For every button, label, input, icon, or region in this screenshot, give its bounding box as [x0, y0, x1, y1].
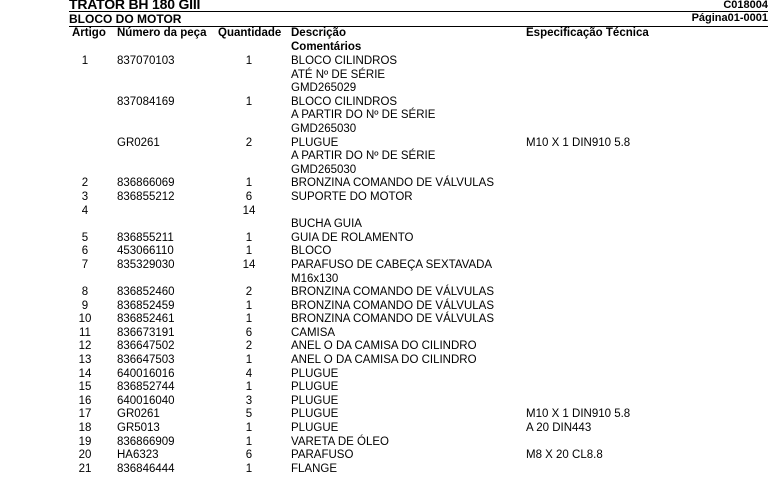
- description-cell: BRONZINA COMANDO DE VÁLVULAS: [291, 299, 494, 312]
- table-row: [0, 463, 782, 477]
- item-number-cell: 18: [78, 422, 92, 435]
- table-row: [0, 395, 782, 409]
- description-cell: SUPORTE DO MOTOR: [291, 190, 413, 203]
- description-cell: GMD265030: [291, 163, 357, 176]
- quantity-cell: 4: [245, 367, 253, 380]
- part-number-cell: 836852461: [117, 313, 175, 326]
- item-number-cell: 6: [81, 245, 89, 258]
- table-row: [0, 273, 782, 287]
- table-row: [0, 123, 782, 137]
- table-row: [0, 245, 782, 259]
- part-number-cell: 836855211: [117, 231, 174, 244]
- quantity-cell: 1: [245, 245, 253, 258]
- table-row: [0, 55, 782, 69]
- document-code: C018004: [723, 0, 768, 11]
- part-number-cell: 836673191: [117, 326, 175, 339]
- parts-table: [0, 55, 782, 476]
- item-number-cell: 16: [78, 394, 92, 407]
- quantity-cell: 6: [245, 326, 253, 339]
- quantity-cell: 1: [245, 462, 253, 475]
- technical-spec-cell: M8 X 20 CL8.8: [526, 449, 603, 462]
- description-cell: BUCHA GUIA: [291, 218, 362, 231]
- quantity-cell: 14: [242, 204, 256, 217]
- table-row: [0, 109, 782, 123]
- description-cell: CAMISA: [291, 326, 336, 339]
- item-number-cell: 15: [78, 381, 92, 394]
- part-number-cell: 836866909: [117, 435, 175, 448]
- item-number-cell: 10: [78, 313, 92, 326]
- part-number-cell: GR0261: [117, 136, 160, 149]
- part-number-cell: 836852744: [117, 381, 175, 394]
- item-number-cell: 17: [78, 408, 92, 421]
- table-row: [0, 259, 782, 273]
- part-number-cell: 453066110: [117, 245, 174, 258]
- part-number-cell: 835329030: [117, 258, 175, 271]
- column-header-description: Descrição: [291, 27, 346, 39]
- item-number-cell: 3: [81, 190, 89, 203]
- table-row: [0, 218, 782, 232]
- document-title: TRATOR BH 180 GIII: [69, 0, 201, 12]
- item-number-cell: 4: [81, 204, 89, 217]
- item-number-cell: 8: [81, 286, 89, 299]
- table-row: [0, 408, 782, 422]
- item-number-cell: 19: [78, 435, 92, 448]
- part-number-cell: 837084169: [117, 95, 175, 108]
- quantity-cell: 2: [245, 136, 253, 149]
- table-row: [0, 232, 782, 246]
- item-number-cell: 9: [81, 299, 89, 312]
- column-header-part-number: Número da peça: [117, 27, 207, 39]
- item-number-cell: 1: [81, 55, 89, 67]
- page-number: Página01-0001: [691, 12, 768, 24]
- description-cell: PLUGUE: [291, 394, 339, 407]
- part-number-cell: 640016040: [117, 394, 175, 407]
- description-cell: BLOCO CILINDROS: [291, 55, 398, 67]
- part-number-cell: 836866069: [117, 177, 175, 190]
- part-number-cell: HA6323: [117, 449, 159, 462]
- description-cell: BRONZINA COMANDO DE VÁLVULAS: [291, 177, 494, 190]
- description-cell: BLOCO: [291, 245, 332, 258]
- quantity-cell: 1: [245, 177, 253, 190]
- quantity-cell: 3: [245, 394, 253, 407]
- description-cell: ANEL O DA CAMISA DO CILINDRO: [291, 340, 477, 353]
- table-row: [0, 381, 782, 395]
- table-row: [0, 164, 782, 178]
- table-row: [0, 96, 782, 110]
- description-cell: GMD265029: [291, 82, 357, 95]
- description-cell: PARAFUSO: [291, 449, 354, 462]
- description-cell: VARETA DE ÓLEO: [291, 435, 389, 448]
- description-cell: A PARTIR DO Nº DE SÉRIE: [291, 109, 436, 122]
- description-cell: PARAFUSO DE CABEÇA SEXTAVADA: [291, 258, 493, 271]
- description-cell: PLUGUE: [291, 422, 339, 435]
- item-number-cell: 2: [81, 177, 89, 190]
- quantity-cell: 2: [245, 340, 253, 353]
- table-row: [0, 436, 782, 450]
- item-number-cell: 12: [78, 340, 92, 353]
- part-number-cell: 836852459: [117, 299, 175, 312]
- column-header-artigo: Artigo: [72, 27, 106, 39]
- table-row: [0, 82, 782, 96]
- description-cell: FLANGE: [291, 462, 338, 475]
- table-row: [0, 313, 782, 327]
- table-row: [0, 191, 782, 205]
- part-number-cell: 836647502: [117, 340, 175, 353]
- table-row: [0, 327, 782, 341]
- item-number-cell: 21: [78, 462, 92, 475]
- quantity-cell: 1: [245, 381, 253, 394]
- table-row: [0, 150, 782, 164]
- table-row: [0, 422, 782, 436]
- table-row: [0, 69, 782, 83]
- quantity-cell: 1: [245, 313, 253, 326]
- part-number-cell: 640016016: [117, 367, 175, 380]
- item-number-cell: 20: [78, 449, 92, 462]
- description-cell: PLUGUE: [291, 381, 339, 394]
- quantity-cell: 2: [245, 286, 253, 299]
- quantity-cell: 6: [245, 449, 253, 462]
- description-cell: BRONZINA COMANDO DE VÁLVULAS: [291, 313, 494, 326]
- table-row: [0, 368, 782, 382]
- table-row: [0, 177, 782, 191]
- description-cell: BRONZINA COMANDO DE VÁLVULAS: [291, 286, 494, 299]
- item-number-cell: 7: [81, 258, 89, 271]
- quantity-cell: 1: [245, 95, 253, 108]
- quantity-cell: 1: [245, 55, 253, 67]
- description-cell: GMD265030: [291, 122, 357, 135]
- quantity-cell: 1: [245, 299, 253, 312]
- quantity-cell: 1: [245, 231, 253, 244]
- description-cell: GUIA DE ROLAMENTO: [291, 231, 414, 244]
- part-number-cell: 836852460: [117, 286, 175, 299]
- item-number-cell: 5: [81, 231, 89, 244]
- quantity-cell: 1: [245, 435, 253, 448]
- table-row: [0, 205, 782, 219]
- table-row: [0, 286, 782, 300]
- part-number-cell: 836647503: [117, 354, 175, 367]
- section-title: BLOCO DO MOTOR: [69, 12, 182, 26]
- part-number-cell: 836855212: [117, 190, 175, 203]
- table-row: [0, 137, 782, 151]
- quantity-cell: 1: [245, 422, 253, 435]
- quantity-cell: 6: [245, 190, 253, 203]
- column-header-quantity: Quantidade: [218, 27, 282, 39]
- quantity-cell: 5: [245, 408, 253, 421]
- description-cell: ATÉ Nº DE SÉRIE: [291, 68, 386, 81]
- description-cell: ANEL O DA CAMISA DO CILINDRO: [291, 354, 477, 367]
- description-cell: PLUGUE: [291, 136, 339, 149]
- item-number-cell: 13: [78, 354, 92, 367]
- technical-spec-cell: A 20 DIN443: [526, 422, 592, 435]
- item-number-cell: 14: [78, 367, 92, 380]
- description-cell: BLOCO CILINDROS: [291, 95, 398, 108]
- part-number-cell: 836846444: [117, 462, 175, 475]
- table-row: [0, 300, 782, 314]
- description-cell: M16x130: [291, 272, 339, 285]
- part-number-cell: GR0261: [117, 408, 160, 421]
- item-number-cell: 11: [79, 326, 91, 339]
- quantity-cell: 1: [245, 354, 253, 367]
- table-row: [0, 340, 782, 354]
- technical-spec-cell: M10 X 1 DIN910 5.8: [526, 408, 631, 421]
- part-number-cell: 837070103: [117, 55, 175, 67]
- part-number-cell: GR5013: [117, 422, 160, 435]
- table-row: [0, 354, 782, 368]
- description-cell: PLUGUE: [291, 408, 339, 421]
- quantity-cell: 14: [242, 258, 256, 271]
- table-row: [0, 449, 782, 463]
- description-cell: PLUGUE: [291, 367, 339, 380]
- column-header-comments: Comentários: [291, 41, 362, 53]
- column-header-spec: Especificação Técnica: [526, 27, 649, 39]
- description-cell: A PARTIR DO Nº DE SÉRIE: [291, 150, 436, 163]
- technical-spec-cell: M10 X 1 DIN910 5.8: [526, 136, 631, 149]
